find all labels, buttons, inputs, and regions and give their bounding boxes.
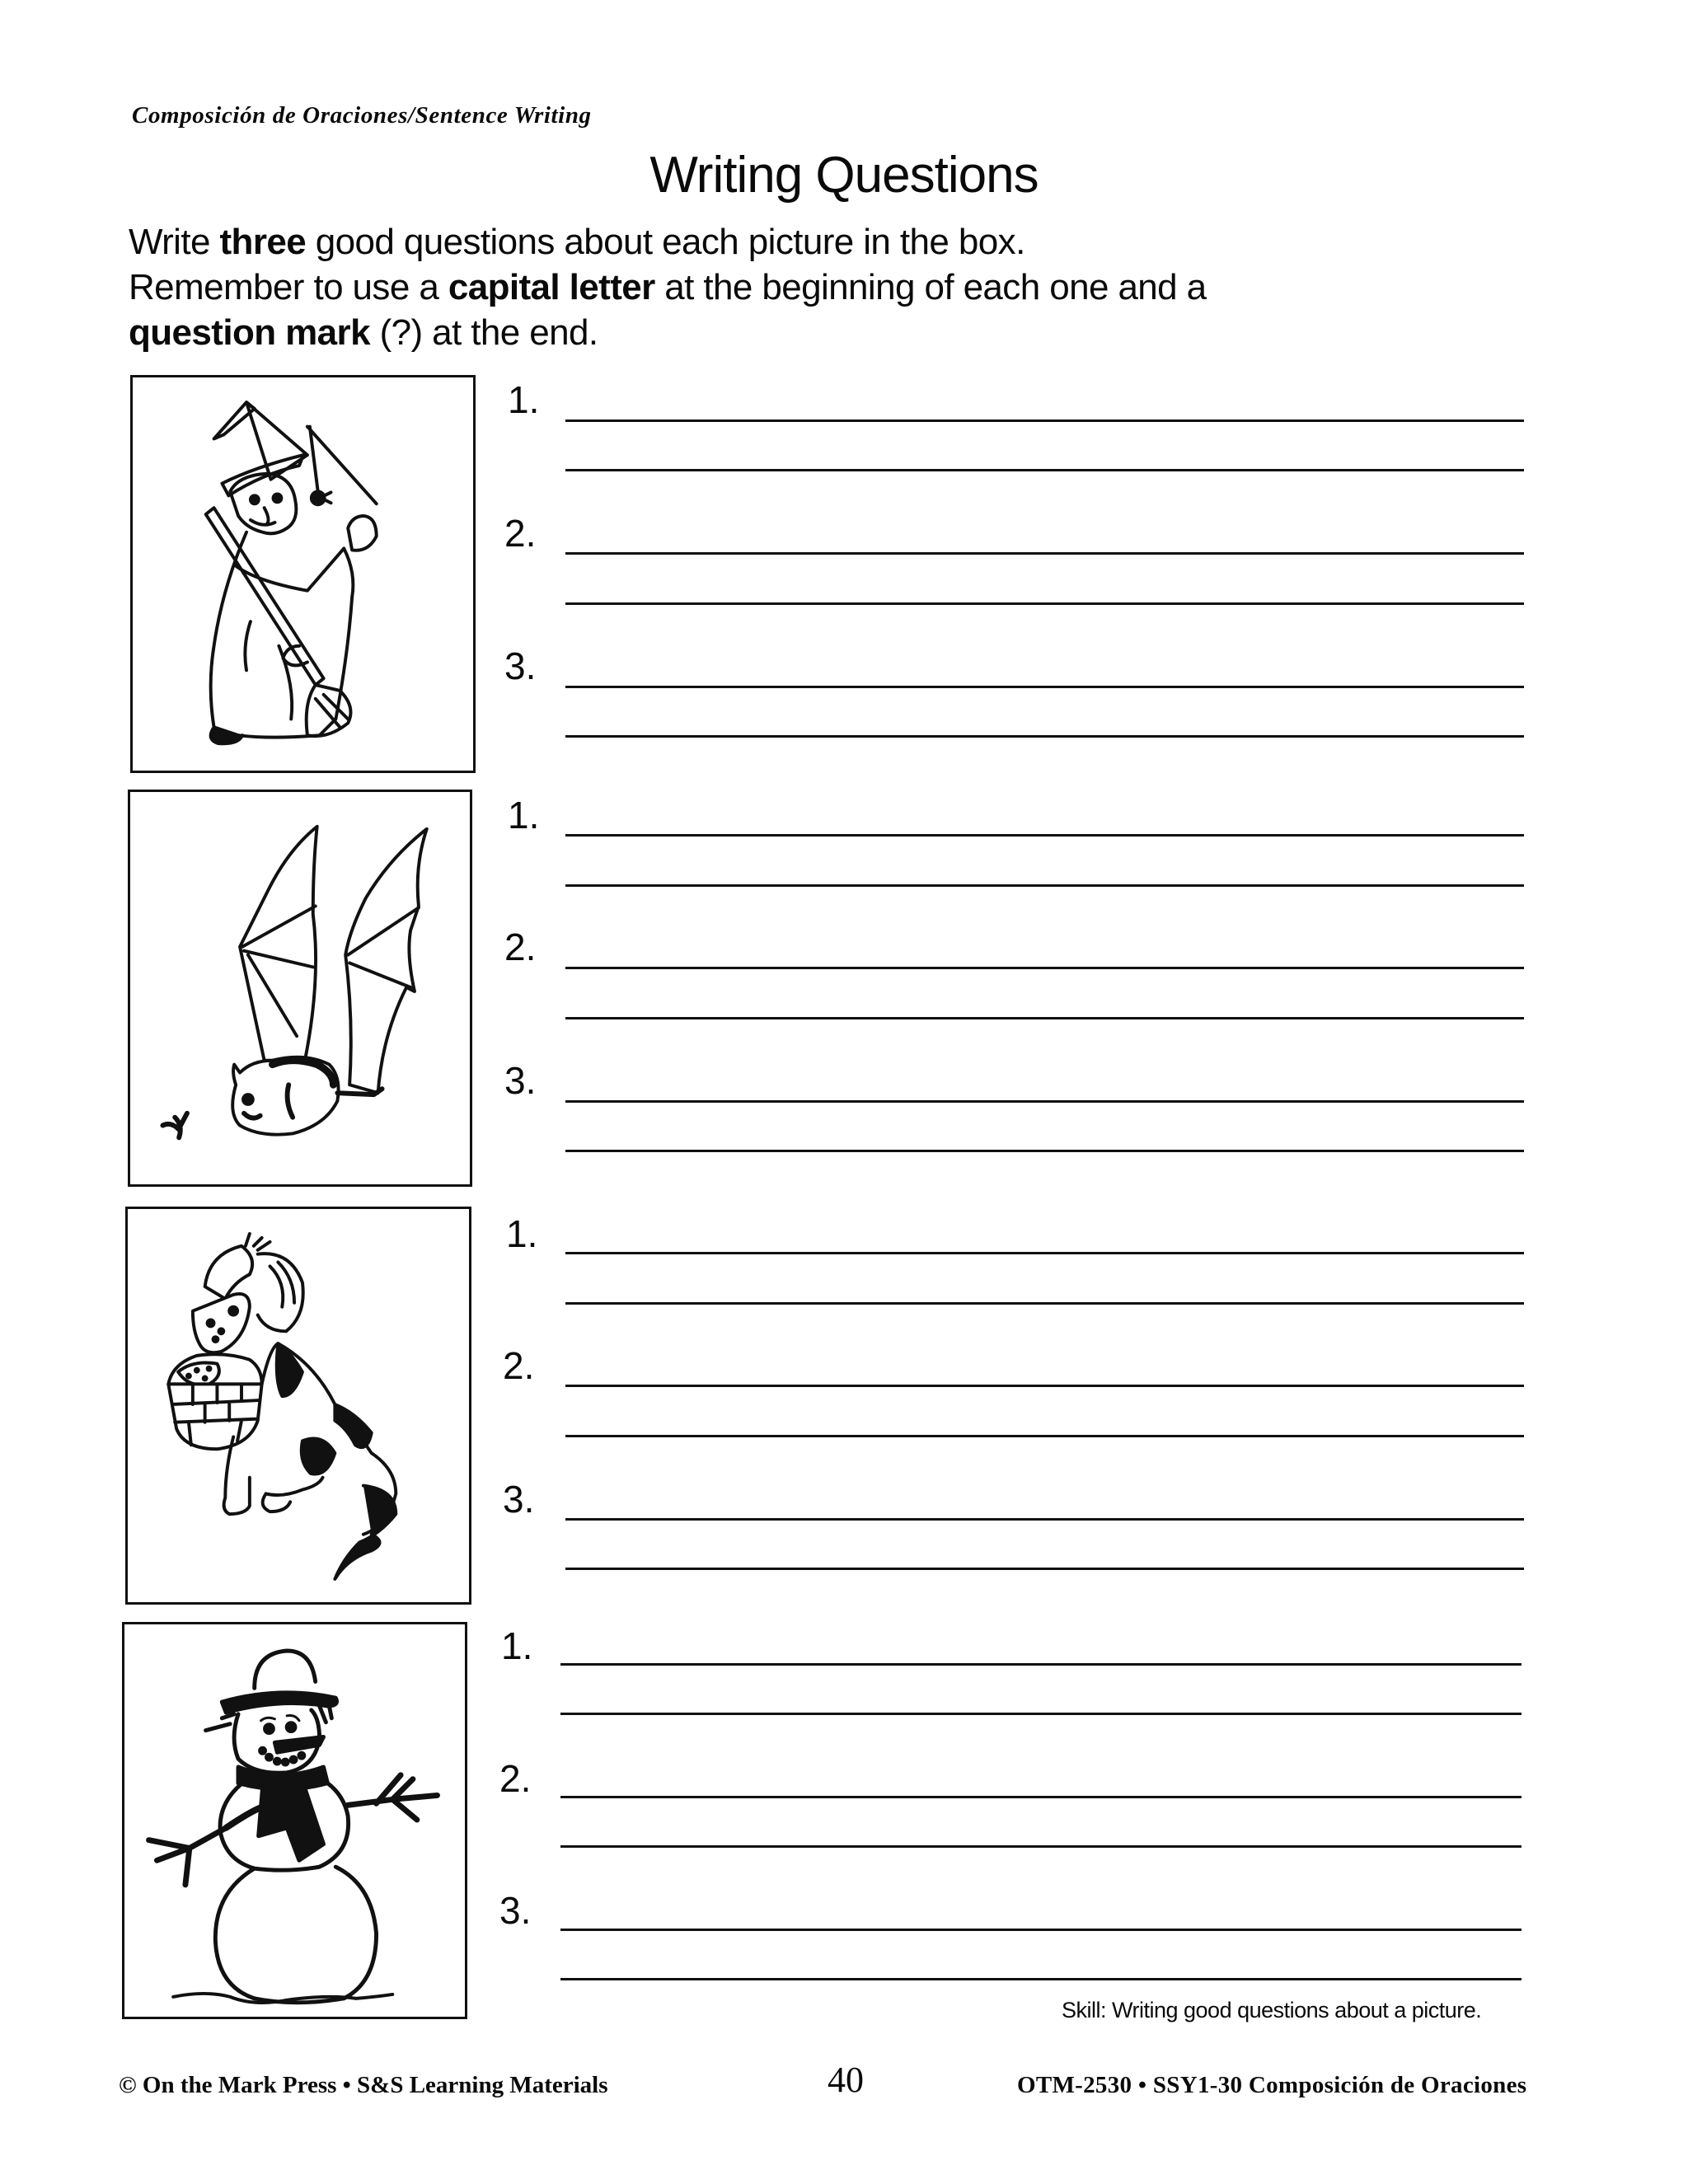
answer-line[interactable] <box>565 469 1524 471</box>
instruction-text: Remember to use a <box>129 267 448 307</box>
question-number: 1. <box>508 794 540 837</box>
answer-line[interactable] <box>565 884 1524 887</box>
question-number: 2. <box>504 926 537 968</box>
question-number: 2. <box>503 1344 535 1387</box>
picture-box-snowman <box>122 1622 467 2019</box>
picture-box-dog <box>125 1207 471 1605</box>
page-title <box>0 147 1688 204</box>
answer-line[interactable] <box>565 552 1524 555</box>
question-number: 2. <box>504 512 537 555</box>
answer-line[interactable] <box>565 967 1524 969</box>
footer-publisher: © On the Mark Press • S&S Learning Materials <box>119 2072 608 2098</box>
instructions <box>129 219 1571 355</box>
question-number: 3. <box>504 1059 537 1102</box>
series-header: Composición de Oraciones/Sentence Writing <box>132 102 592 129</box>
question-number: 1. <box>508 378 540 421</box>
skill-note: Skill: Writing good questions about a picture. <box>1062 1998 1482 2022</box>
question-number: 3. <box>503 1478 535 1521</box>
answer-line[interactable] <box>565 1252 1524 1254</box>
instruction-line-2 <box>129 265 1571 310</box>
footer-product-code: OTM-2530 • SSY1-30 Composición de Oraciones <box>1017 2072 1527 2098</box>
answer-line[interactable] <box>560 1929 1522 1931</box>
question-number: 2. <box>499 1757 532 1800</box>
question-number: 1. <box>506 1212 538 1255</box>
snowman-illustration-icon <box>124 1624 465 2017</box>
instruction-emphasis: question mark <box>129 312 370 353</box>
instruction-emphasis: capital letter <box>448 267 655 307</box>
answer-line[interactable] <box>565 834 1524 837</box>
picture-box-witch <box>130 375 476 773</box>
answer-line[interactable] <box>560 1713 1522 1715</box>
question-number: 3. <box>499 1889 532 1932</box>
witch-illustration-icon <box>133 377 473 771</box>
answer-line[interactable] <box>565 419 1524 422</box>
answer-line[interactable] <box>560 1796 1522 1798</box>
answer-line[interactable] <box>560 1978 1522 1980</box>
question-number: 1. <box>501 1624 533 1667</box>
answer-line[interactable] <box>565 735 1524 738</box>
instruction-text: (?) at the end. <box>369 312 598 353</box>
answer-line[interactable] <box>560 1663 1522 1666</box>
answer-line[interactable] <box>565 1435 1524 1437</box>
instruction-line-3 <box>129 310 1571 355</box>
answer-line[interactable] <box>565 1568 1524 1570</box>
answer-line[interactable] <box>565 1150 1524 1152</box>
bat-illustration-icon <box>130 792 470 1184</box>
instruction-text: good questions about each picture in the box. <box>306 222 1025 262</box>
answer-line[interactable] <box>565 1017 1524 1019</box>
instruction-emphasis: three <box>219 222 307 262</box>
answer-line[interactable] <box>565 602 1524 605</box>
answer-line[interactable] <box>565 686 1524 688</box>
answer-line[interactable] <box>565 1518 1524 1521</box>
instruction-line-1 <box>129 219 1571 265</box>
page-number: 40 <box>828 2060 864 2100</box>
picture-box-bat <box>128 790 472 1187</box>
answer-line[interactable] <box>565 1100 1524 1103</box>
page-title-text: Writing Questions <box>649 147 1039 204</box>
instruction-text: Write <box>129 222 220 262</box>
instruction-text: at the beginning of each one and a <box>654 267 1207 307</box>
question-number: 3. <box>504 644 537 687</box>
answer-line[interactable] <box>560 1845 1522 1848</box>
dog-illustration-icon <box>128 1209 469 1602</box>
answer-line[interactable] <box>565 1385 1524 1387</box>
answer-line[interactable] <box>565 1302 1524 1305</box>
